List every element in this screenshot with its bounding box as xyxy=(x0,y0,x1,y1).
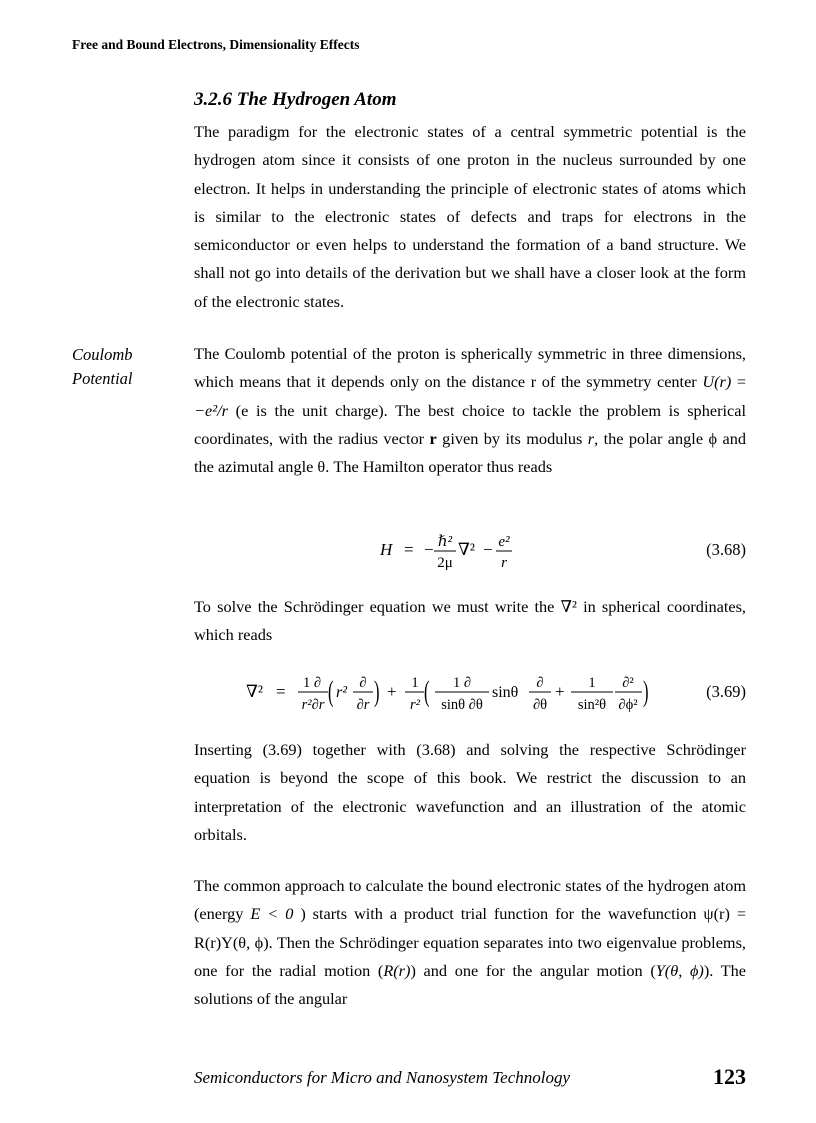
eq-term-den: ∂θ xyxy=(532,697,548,713)
eq-r: r xyxy=(501,555,507,571)
eq-term-num: ∂ xyxy=(536,675,544,691)
eq-e-squared: e² xyxy=(498,534,510,550)
text-run: To solve the Schrödinger equation we must write the xyxy=(194,597,555,616)
math-Y-of-theta-phi: Y(θ, ϕ) xyxy=(655,960,704,980)
eq-term-num: ∂² xyxy=(622,675,634,691)
right-paren: ) xyxy=(374,674,380,709)
eq-term-den: ∂ϕ² xyxy=(618,697,638,713)
math-U-of-r: U(r) xyxy=(702,372,732,392)
eq-equals: = xyxy=(404,540,414,559)
paragraph-approach xyxy=(194,872,746,1013)
margin-note-line: Potential xyxy=(72,369,133,388)
math-minus-e2-over-r: −e²/r xyxy=(194,400,228,420)
text-run: . Then the Schrödinger equation separates into two eigenvalue problems, one for the radial motion ( xyxy=(194,932,746,980)
equation-number: (3.68) xyxy=(706,540,746,559)
eq-plus: + xyxy=(555,682,565,701)
paragraph-inserting: Inserting (3.69) together with (3.68) and solving the respective Schrödinger equation is beyond the scope of this book. We restrict the discussion to an interpretation of the electronic wavefunction and an illustration of the atomic orbitals. xyxy=(194,740,746,844)
eq-minus: − xyxy=(424,540,434,559)
footer-book-title: Semiconductors for Micro and Nanosystem Technology xyxy=(194,1068,571,1087)
eq-minus: − xyxy=(483,540,493,559)
text-run: The common approach to calculate the bound electronic states of the hydrogen atom (energy xyxy=(194,876,746,924)
eq-term-num: 1 ∂ xyxy=(452,675,472,691)
eq-hbar-squared: ℏ² xyxy=(437,534,453,550)
math-psi-product: ψ(r) = R(r)Y(θ, ϕ) xyxy=(194,904,747,952)
eq-term-den: r² xyxy=(410,697,420,713)
text-run: ) starts with a product trial function for the wavefunction xyxy=(300,904,697,924)
paragraph-schrodinger xyxy=(194,593,746,650)
eq-term-den: r²∂r xyxy=(301,697,325,713)
eq-lhs-nabla-squared: ∇² xyxy=(246,682,263,701)
left-paren: ( xyxy=(328,674,334,709)
text-run: ) and one for the angular motion ( xyxy=(410,960,656,980)
running-head: Free and Bound Electrons, Dimensionality Effects xyxy=(72,37,360,52)
eq-term-den: sinθ ∂θ xyxy=(441,697,483,713)
equation-3-69 xyxy=(194,662,754,722)
math-nabla-squared: ∇² xyxy=(560,597,577,616)
equation-3-68 xyxy=(194,524,754,580)
eq-two-mu: 2μ xyxy=(437,555,453,571)
eq-nabla-squared: ∇² xyxy=(458,540,475,559)
eq-sin-theta: sinθ xyxy=(492,684,519,701)
math-phi: ϕ xyxy=(708,428,718,448)
margin-note-line: Coulomb xyxy=(72,345,133,364)
paragraph-intro: The paradigm for the electronic states of a central symmetric potential is the hydrogen atom since it consists of one proton in the nucleus surrounded by one electron. It helps in understanding the principle of electronic states of atoms which is similar to the electronic states of defects and traps for electrons in the semiconductor or even helps to understand the formation of a band structure. We shall not go into details of the derivation but we shall have a closer look at the form of the electronic states. xyxy=(194,122,746,311)
eq-term-num: 1 ∂ xyxy=(302,675,322,691)
math-E-less-than-zero: E < 0 xyxy=(250,904,294,924)
equation-number: (3.69) xyxy=(706,682,746,701)
text-run: (e is the unit charge). The best choice to tackle the problem is spherical coordinates, with the radius vector xyxy=(194,400,746,448)
text-run: . The Hamilton operator thus reads xyxy=(325,457,553,477)
right-paren: ) xyxy=(643,674,649,709)
eq-equals: = xyxy=(276,682,286,701)
text-run: The Coulomb potential of the proton is spherically symmetric in three dimensions, which means that it depends only on the distance r of the symmetry center xyxy=(194,344,746,392)
paragraph-coulomb xyxy=(194,340,746,481)
margin-note-coulomb-potential xyxy=(72,343,133,391)
text-run: ). The solutions of the angular xyxy=(194,960,746,1009)
left-paren: ( xyxy=(424,674,430,709)
page-number: 123 xyxy=(713,1064,746,1089)
math-R-of-r: R(r) xyxy=(383,960,411,980)
eq-term-den: ∂r xyxy=(356,697,370,713)
eq-plus: + xyxy=(387,682,397,701)
math-equals: = xyxy=(731,372,746,392)
eq-r-squared: r² xyxy=(336,684,348,701)
eq-term-num: ∂ xyxy=(359,675,367,691)
text-run: and the azimutal angle xyxy=(194,428,746,477)
math-r: r xyxy=(587,428,595,448)
eq-term-num: 1 xyxy=(588,675,596,691)
math-theta: θ xyxy=(317,457,326,477)
section-title: 3.2.6 The Hydrogen Atom xyxy=(194,89,397,110)
text-run: in spherical coordinates, which reads xyxy=(194,597,746,645)
text-run: given by its modulus xyxy=(442,428,583,448)
eq-term-num: 1 xyxy=(411,675,419,691)
text-run: , the polar angle xyxy=(594,428,704,448)
math-r-bold: r xyxy=(429,428,437,448)
eq-term-den: sin²θ xyxy=(577,697,607,713)
eq-lhs-H: H xyxy=(380,540,393,559)
